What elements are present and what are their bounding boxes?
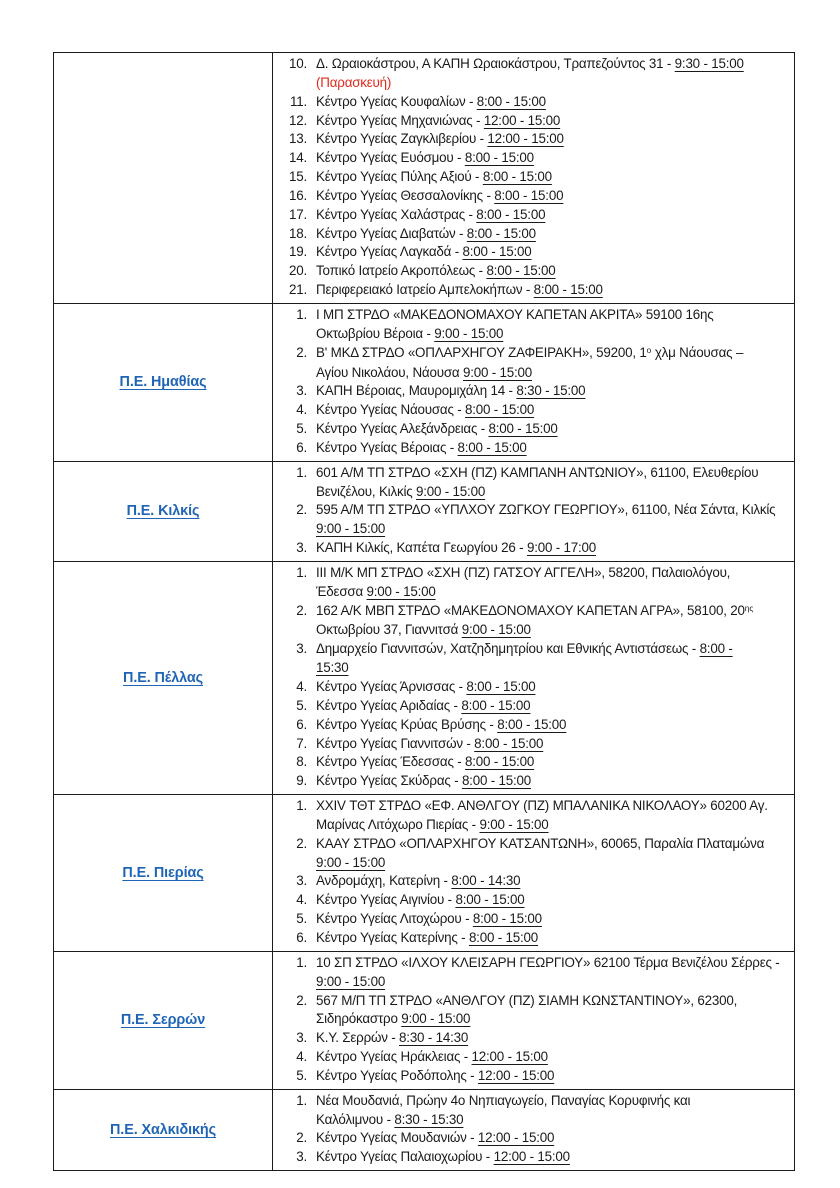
region-label-cell bbox=[54, 951, 273, 1089]
list-item bbox=[281, 564, 786, 602]
list-item-number: 1. bbox=[296, 464, 307, 480]
list-item bbox=[281, 735, 786, 754]
text-segment: 601 Α/Μ ΤΠ ΣΤΡΔΟ «ΣΧΗ (ΠΖ) ΚΑΜΠΑΝΗ ΑΝΤΩΝΙΟΥ», 61100, Ελευθερίου bbox=[316, 464, 759, 480]
list-item-number: 3. bbox=[296, 383, 307, 399]
list-item-text bbox=[316, 992, 786, 1030]
region-label-cell bbox=[54, 795, 273, 952]
list-item-text bbox=[316, 225, 786, 244]
list-item-text bbox=[316, 344, 786, 383]
text-segment: Κέντρο Υγείας Κρύας Βρύσης - bbox=[316, 716, 498, 732]
list-item-number: 13. bbox=[288, 131, 307, 147]
text-segment: Ανδρομάχη, Κατερίνη - bbox=[316, 873, 452, 889]
schedule-time: 9:00 - 15:00 bbox=[461, 622, 531, 638]
list-item-number: 20. bbox=[288, 263, 307, 279]
text-segment: 162 Α/Κ ΜΒΠ ΣΤΡΔΟ «ΜΑΚΕΔΟΝΟΜΑΧΟΥ ΚΑΠΕΤΑΝ ΑΓΡΑ», 58100, 20 bbox=[316, 602, 745, 618]
list-item bbox=[281, 872, 786, 891]
text-segment: Κέντρο Υγείας Αιγινίου - bbox=[316, 892, 456, 908]
schedule-time: 9:30 - 15:00 bbox=[674, 56, 744, 71]
text-segment: Κέντρο Υγείας Αριδαίας - bbox=[316, 697, 462, 713]
list-item-text bbox=[316, 891, 786, 910]
list-item-text bbox=[316, 1048, 786, 1067]
schedule-items-cell bbox=[273, 795, 795, 952]
text-segment: Σιδηρόκαστρο bbox=[316, 1011, 402, 1027]
list-item-number: 10. bbox=[288, 56, 307, 71]
text-segment: Νέα Μουδανιά, Πρώην 4ο Νηπιαγωγείο, Παναγίας Κορυφινής και bbox=[316, 1092, 691, 1108]
text-segment: χλμ Νάουσας – bbox=[651, 344, 744, 360]
text-segment: Κέντρο Υγείας Ευόσμου - bbox=[316, 150, 465, 166]
schedule-time: 8:00 - 15:00 bbox=[476, 206, 546, 222]
text-segment: Κέντρο Υγείας Μουδανιών - bbox=[316, 1130, 478, 1146]
schedule-time: 8:00 - 15:00 bbox=[482, 169, 552, 185]
table-row bbox=[54, 53, 795, 304]
schedule-time: 8:00 - 15:00 bbox=[494, 187, 564, 203]
text-segment: Κέντρο Υγείας Άρνισσας - bbox=[316, 679, 467, 694]
schedule-time: 8:00 - bbox=[699, 641, 733, 657]
list-item-number: 6. bbox=[296, 929, 307, 945]
schedule-time: 8:00 - 15:00 bbox=[474, 735, 544, 751]
list-item-text bbox=[316, 910, 786, 929]
table-row bbox=[54, 461, 795, 561]
schedule-time: 8:00 - 15:00 bbox=[497, 716, 567, 732]
region-label-cell bbox=[54, 53, 273, 304]
list-item-number: 1. bbox=[296, 798, 307, 814]
text-segment: Έδεσσα bbox=[316, 583, 367, 599]
text-segment: Κέντρο Υγείας Ροδόπολης - bbox=[316, 1067, 478, 1083]
list-item-number: 17. bbox=[288, 206, 307, 222]
list-item-number: 14. bbox=[288, 150, 307, 166]
list-item-number: 5. bbox=[296, 1067, 307, 1083]
list-item-text bbox=[316, 835, 786, 873]
schedule-time: 8:00 - 15:00 bbox=[461, 773, 532, 789]
schedule-time: 8:00 - 15:00 bbox=[488, 421, 558, 437]
list-item-text bbox=[316, 306, 786, 344]
list-item-number: 1. bbox=[296, 564, 307, 580]
list-item-text bbox=[316, 130, 786, 149]
list-item bbox=[281, 697, 786, 716]
text-segment: Δ. Ωραιοκάστρου, Α ΚΑΠΗ Ωραιοκάστρου, Τραπεζούντος 31 - bbox=[316, 56, 675, 71]
list-item-text bbox=[316, 716, 786, 735]
text-segment: Μαρίνας Λιτόχωρο Πιερίας - bbox=[316, 816, 480, 832]
list-item-text bbox=[316, 439, 786, 458]
list-item bbox=[281, 130, 786, 149]
list-item-text bbox=[316, 872, 786, 891]
schedule-items-cell bbox=[273, 53, 795, 304]
text-segment: Δημαρχείο Γιαννιτσών, Χατζηδημητρίου και Εθνικής Αντιστάσεως - bbox=[316, 641, 700, 657]
schedule-time: 8:00 - 14:30 bbox=[451, 873, 521, 889]
schedule-items-cell bbox=[273, 1089, 795, 1170]
list-item-number: 21. bbox=[288, 282, 307, 298]
schedule-time: 8:00 - 15:00 bbox=[472, 911, 542, 927]
regions-table-body bbox=[54, 53, 795, 1171]
list-item-number: 2. bbox=[296, 1130, 307, 1146]
list-item-text bbox=[316, 1092, 786, 1130]
text-segment: Κέντρο Υγείας Ζαγκλιβερίου - bbox=[316, 131, 488, 147]
region-label: Π.Ε. Σερρών bbox=[120, 1012, 206, 1029]
text-segment: Ι ΜΠ ΣΤΡΔΟ «ΜΑΚΕΔΟΝΟΜΑΧΟΥ ΚΑΠΕΤΑΝ ΑΚΡΙΤΑ» 59100 16ης bbox=[316, 306, 714, 322]
schedule-time: 12:00 - 15:00 bbox=[477, 1130, 555, 1146]
text-segment: Οκτωβρίου 37, Γιαννιτσά bbox=[316, 622, 462, 638]
schedule-time: 9:00 - 15:00 bbox=[462, 364, 533, 380]
schedule-time: 15:30 bbox=[316, 660, 349, 676]
schedule-time: 8:00 - 15:00 bbox=[466, 679, 536, 694]
list-item bbox=[281, 1048, 786, 1067]
list-item bbox=[281, 149, 786, 168]
list-item bbox=[281, 1029, 786, 1048]
list-item bbox=[281, 753, 786, 772]
schedule-items-cell bbox=[273, 303, 795, 461]
schedule-time: 8:30 - 15:30 bbox=[394, 1111, 464, 1127]
text-segment: Κέντρο Υγείας Μηχανιώνας - bbox=[316, 112, 484, 128]
list-item bbox=[281, 501, 786, 539]
schedule-time: 8:00 - 15:00 bbox=[457, 439, 527, 455]
text-segment: Κέντρο Υγείας Νάουσας - bbox=[316, 402, 466, 418]
region-label: Π.Ε. Κιλκίς bbox=[126, 503, 200, 520]
list-item-number: 4. bbox=[296, 1049, 307, 1065]
list-item bbox=[281, 992, 786, 1030]
list-item bbox=[281, 306, 786, 344]
list-item-text bbox=[316, 772, 786, 791]
list-item-number: 3. bbox=[296, 1149, 307, 1165]
region-label: Π.Ε. Χαλκιδικής bbox=[110, 1121, 216, 1138]
list-item-number: 2. bbox=[296, 502, 307, 518]
text-segment: Κέντρο Υγείας Διαβατών - bbox=[316, 225, 467, 241]
schedule-time: 9:00 - 15:00 bbox=[316, 521, 386, 537]
schedule-time: 8:00 - 15:00 bbox=[462, 244, 532, 260]
schedule-time: 8:30 - 14:30 bbox=[399, 1030, 469, 1046]
list-item bbox=[281, 93, 786, 112]
region-label: Π.Ε. Πιερίας bbox=[122, 864, 204, 881]
table-row bbox=[54, 951, 795, 1089]
list-item-text bbox=[316, 735, 786, 754]
table-row bbox=[54, 561, 795, 794]
list-item-number: 5. bbox=[296, 697, 307, 713]
list-item-number: 4. bbox=[296, 402, 307, 418]
schedule-time: 12:00 - 15:00 bbox=[483, 112, 561, 128]
text-segment: Κέντρο Υγείας Κατερίνης - bbox=[316, 929, 469, 945]
text-segment: Κέντρο Υγείας Λαγκαδά - bbox=[316, 244, 463, 260]
list-item-text bbox=[316, 281, 786, 300]
list-item-text bbox=[316, 206, 786, 225]
text-segment: Κέντρο Υγείας Βέροιας - bbox=[316, 439, 458, 455]
list-item bbox=[281, 1148, 786, 1167]
list-item-text bbox=[316, 464, 786, 502]
list-item-number: 3. bbox=[296, 873, 307, 889]
schedule-time: 8:00 - 15:00 bbox=[468, 929, 539, 945]
list-item bbox=[281, 1129, 786, 1148]
list-item-text bbox=[316, 168, 786, 187]
schedule-time: 9:00 - 15:00 bbox=[401, 1011, 471, 1027]
text-segment: Κέντρο Υγείας Έδεσσας - bbox=[316, 754, 466, 770]
list-item bbox=[281, 420, 786, 439]
list-item-number: 6. bbox=[296, 716, 307, 732]
list-item-number: 6. bbox=[296, 439, 307, 455]
schedule-time: 9:00 - 15:00 bbox=[316, 973, 386, 989]
text-segment: Καλόλιμνου - bbox=[316, 1111, 395, 1127]
text-segment: Αγίου Νικολάου, Νάουσα bbox=[316, 364, 463, 380]
text-segment: ΚΑΠΗ Κιλκίς, Καπέτα Γεωργίου 26 - bbox=[316, 540, 527, 556]
table-row bbox=[54, 1089, 795, 1170]
list-item-text bbox=[316, 564, 786, 602]
schedule-time: 12:00 - 15:00 bbox=[493, 1149, 570, 1165]
region-label-cell bbox=[54, 1089, 273, 1170]
list-item-number: 4. bbox=[296, 892, 307, 908]
list-item-number: 2. bbox=[296, 992, 307, 1008]
list-item-number: 1. bbox=[296, 306, 307, 322]
list-item-text bbox=[316, 149, 786, 168]
list-item bbox=[281, 602, 786, 641]
schedule-time: 9:00 - 17:00 bbox=[526, 540, 597, 556]
schedule-items-cell bbox=[273, 561, 795, 794]
region-label: Π.Ε. Πέλλας bbox=[123, 670, 203, 686]
list-item bbox=[281, 910, 786, 929]
text-segment: Περιφερειακό Ιατρείο Αμπελοκήπων - bbox=[316, 282, 534, 298]
list-item-text bbox=[316, 954, 786, 992]
region-label-cell bbox=[54, 561, 273, 794]
list-item-text bbox=[316, 382, 786, 401]
list-item bbox=[281, 243, 786, 262]
list-item-number: 2. bbox=[296, 835, 307, 851]
list-item-number: 3. bbox=[296, 641, 307, 657]
text-segment: 10 ΣΠ ΣΤΡΔΟ «ΙΛΧΟΥ ΚΛΕΙΣΑΡΗ ΓΕΩΡΓΙΟΥ» 62100 Τέρμα Βενιζέλου Σέρρες - bbox=[316, 954, 780, 970]
list-item-text bbox=[316, 93, 786, 112]
list-item bbox=[281, 954, 786, 992]
list-item-text bbox=[316, 55, 786, 93]
list-item bbox=[281, 1092, 786, 1130]
region-label-cell bbox=[54, 461, 273, 561]
ordinal-superscript: ης bbox=[744, 602, 754, 613]
list-item-number: 9. bbox=[296, 773, 307, 789]
list-item bbox=[281, 262, 786, 281]
list-item-text bbox=[316, 1067, 786, 1086]
schedule-time: 8:00 - 15:00 bbox=[461, 697, 531, 713]
schedule-time: 8:00 - 15:00 bbox=[465, 402, 535, 418]
list-item-text bbox=[316, 1148, 786, 1167]
text-segment: ΚΑΠΗ Βέροιας, Μαυρομιχάλη 14 - bbox=[316, 383, 517, 399]
text-segment: Κέντρο Υγείας Θεσσαλονίκης - bbox=[316, 187, 495, 203]
list-item-text bbox=[316, 262, 786, 281]
list-item bbox=[281, 1067, 786, 1086]
list-item-number: 7. bbox=[296, 735, 307, 751]
list-item-text bbox=[316, 1129, 786, 1148]
list-item-text bbox=[316, 501, 786, 539]
list-item bbox=[281, 344, 786, 383]
text-segment: Κέντρο Υγείας Παλαιοχωρίου - bbox=[316, 1149, 494, 1165]
list-item-text bbox=[316, 753, 786, 772]
text-segment: Κέντρο Υγείας Κουφαλίων - bbox=[316, 93, 477, 109]
list-item bbox=[281, 439, 786, 458]
list-item bbox=[281, 187, 786, 206]
schedule-items-cell bbox=[273, 461, 795, 561]
text-segment: ΚΑΑΥ ΣΤΡΔΟ «ΟΠΛΑΡΧΗΓΟΥ ΚΑΤΣΑΝΤΩΝΗ», 60065, Παραλία Πλαταμώνα bbox=[316, 835, 765, 851]
list-item bbox=[281, 678, 786, 697]
list-item-text bbox=[316, 243, 786, 262]
region-label-cell bbox=[54, 303, 273, 461]
text-segment: Κέντρο Υγείας Γιαννιτσών - bbox=[316, 735, 475, 751]
list-item-number: 12. bbox=[288, 112, 307, 128]
list-item-text bbox=[316, 929, 786, 948]
list-item-number: 18. bbox=[288, 225, 307, 241]
list-item-text bbox=[316, 1029, 786, 1048]
list-item bbox=[281, 640, 786, 678]
list-item bbox=[281, 797, 786, 835]
list-item-number: 15. bbox=[288, 169, 307, 185]
list-item-text bbox=[316, 187, 786, 206]
list-item bbox=[281, 168, 786, 187]
schedule-items-cell bbox=[273, 951, 795, 1089]
list-item bbox=[281, 55, 786, 93]
list-item bbox=[281, 772, 786, 791]
text-segment: Οκτωβρίου Βέροια - bbox=[316, 325, 435, 341]
list-item bbox=[281, 206, 786, 225]
schedule-time: 8:00 - 15:00 bbox=[476, 93, 546, 109]
list-item-number: 4. bbox=[296, 679, 307, 694]
schedule-time: 9:00 - 15:00 bbox=[316, 854, 386, 870]
list-item-number: 2. bbox=[296, 602, 307, 618]
text-segment: 567 Μ/Π ΤΠ ΣΤΡΔΟ «ΑΝΘΛΓΟΥ (ΠΖ) ΣΙΑΜΗ ΚΩΝΣΤΑΝΤΙΝΟΥ», 62300, bbox=[316, 992, 738, 1008]
text-segment: Βενιζέλου, Κιλκίς bbox=[316, 483, 416, 499]
list-item-text bbox=[316, 602, 786, 641]
list-item-text bbox=[316, 797, 786, 835]
schedule-time: 12:00 - 15:00 bbox=[471, 1049, 548, 1065]
friday-note: (Παρασκευή) bbox=[316, 74, 392, 90]
table-row bbox=[54, 795, 795, 952]
schedule-time: 9:00 - 15:00 bbox=[434, 325, 504, 341]
list-item-number: 1. bbox=[296, 1092, 307, 1108]
list-item bbox=[281, 464, 786, 502]
regions-schedule-table bbox=[53, 52, 795, 1171]
schedule-time: 9:00 - 15:00 bbox=[416, 483, 486, 499]
text-segment: Κέντρο Υγείας Πύλης Αξιού - bbox=[316, 169, 483, 185]
list-item-text bbox=[316, 401, 786, 420]
list-item-number: 11. bbox=[289, 93, 307, 109]
schedule-time: 9:00 - 15:00 bbox=[479, 816, 549, 832]
list-item-text bbox=[316, 420, 786, 439]
schedule-time: 8:00 - 15:00 bbox=[466, 225, 536, 241]
text-segment: Κέντρο Υγείας Ηράκλειας - bbox=[316, 1049, 472, 1065]
text-segment: Κέντρο Υγείας Χαλάστρας - bbox=[316, 206, 477, 222]
text-segment: Κέντρο Υγείας Λιτοχώρου - bbox=[316, 911, 473, 927]
list-item-number: 16. bbox=[288, 187, 307, 203]
list-item bbox=[281, 891, 786, 910]
text-segment: Τοπικό Ιατρείο Ακροπόλεως - bbox=[316, 263, 487, 279]
list-item-text bbox=[316, 678, 786, 697]
list-item bbox=[281, 382, 786, 401]
list-item bbox=[281, 835, 786, 873]
schedule-time: 9:00 - 15:00 bbox=[366, 583, 436, 599]
list-item-number: 8. bbox=[296, 754, 307, 770]
schedule-time: 12:00 - 15:00 bbox=[487, 131, 564, 147]
list-item bbox=[281, 929, 786, 948]
list-item bbox=[281, 716, 786, 735]
list-item-number: 19. bbox=[288, 244, 307, 260]
schedule-time: 8:30 - 15:00 bbox=[516, 383, 586, 399]
text-segment: XXIV ΤΘΤ ΣΤΡΔΟ «ΕΦ. ΑΝΘΛΓΟΥ (ΠΖ) ΜΠΑΛΑΝΙΚΑ ΝΙΚΟΛΑΟΥ» 60200 Αγ. bbox=[316, 798, 768, 814]
schedule-time: 8:00 - 15:00 bbox=[464, 150, 534, 166]
text-segment: Κέντρο Υγείας Σκύδρας - bbox=[316, 773, 462, 789]
schedule-time: 8:00 - 15:00 bbox=[455, 892, 525, 908]
list-item bbox=[281, 281, 786, 300]
list-item-text bbox=[316, 112, 786, 131]
list-item bbox=[281, 225, 786, 244]
list-item-number: 5. bbox=[296, 421, 307, 437]
list-item-number: 3. bbox=[296, 540, 307, 556]
region-label: Π.Ε. Ημαθίας bbox=[119, 374, 207, 391]
list-item bbox=[281, 401, 786, 420]
list-item-number: 5. bbox=[296, 911, 307, 927]
schedule-time: 12:00 - 15:00 bbox=[477, 1067, 555, 1083]
text-segment: ΙΙΙ Μ/Κ ΜΠ ΣΤΡΔΟ «ΣΧΗ (ΠΖ) ΓΑΤΣΟΥ ΑΓΓΕΛΗ», 58200, Παλαιολόγου, bbox=[316, 564, 731, 580]
list-item-text bbox=[316, 539, 786, 558]
list-item bbox=[281, 112, 786, 131]
ordinal-superscript: ο bbox=[646, 344, 652, 355]
schedule-time: 8:00 - 15:00 bbox=[486, 263, 556, 279]
list-item-text bbox=[316, 697, 786, 716]
schedule-time: 8:00 - 15:00 bbox=[465, 754, 535, 770]
list-item bbox=[281, 539, 786, 558]
list-item-number: 3. bbox=[296, 1030, 307, 1046]
schedule-time: 8:00 - 15:00 bbox=[533, 282, 603, 298]
text-segment: Κέντρο Υγείας Αλεξάνδρειας - bbox=[316, 421, 489, 437]
text-segment: Κ.Υ. Σερρών - bbox=[316, 1030, 400, 1046]
list-item-number: 2. bbox=[296, 344, 307, 360]
list-item-number: 1. bbox=[296, 954, 307, 970]
text-segment: 595 Α/Μ ΤΠ ΣΤΡΔΟ «ΥΠΛΧΟΥ ΖΩΓΚΟΥ ΓΕΩΡΓΙΟΥ», 61100, Νέα Σάντα, Κιλκίς bbox=[316, 502, 776, 518]
table-row bbox=[54, 303, 795, 461]
text-segment: Β' ΜΚΔ ΣΤΡΔΟ «ΟΠΛΑΡΧΗΓΟΥ ΖΑΦΕΙΡΑΚΗ», 59200, 1 bbox=[316, 344, 647, 360]
list-item-text bbox=[316, 640, 786, 678]
